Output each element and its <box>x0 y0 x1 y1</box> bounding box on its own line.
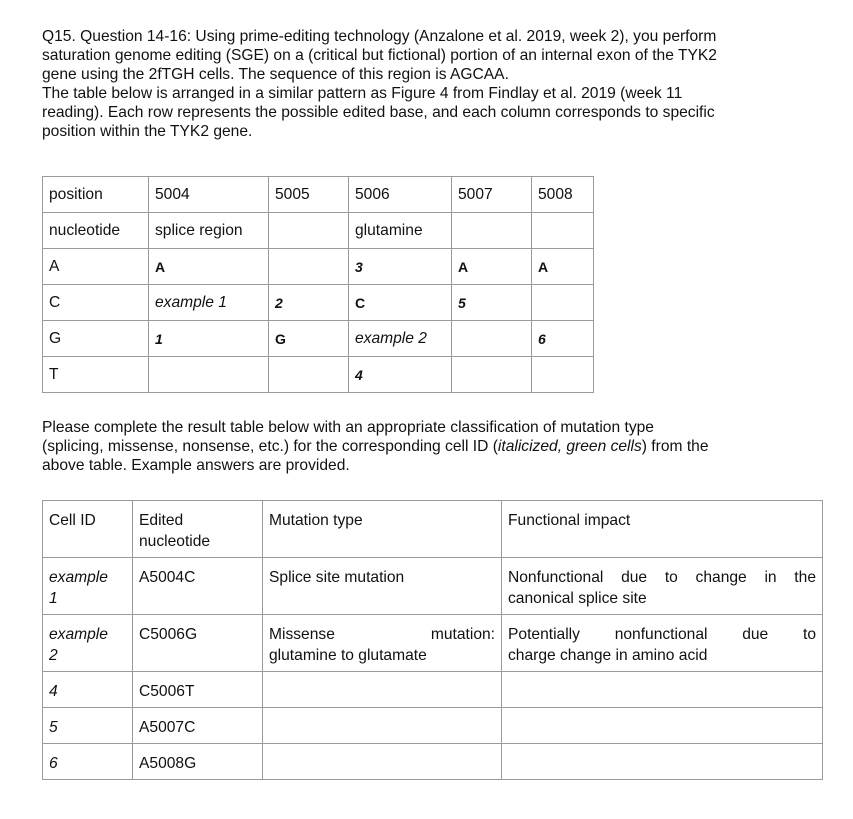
result-row-example-1 <box>43 558 823 615</box>
grid-cell <box>532 285 594 321</box>
cell-id-line-1: example <box>49 569 108 586</box>
grid-cell: example 2 <box>349 321 452 357</box>
intro-line-2: saturation genome editing (SGE) on a (critical but fictional) portion of an internal exon of the TYK2 <box>42 47 717 64</box>
grid-cell: 6 <box>532 321 594 357</box>
edited-nucleotide: C5006G <box>133 615 263 672</box>
instr-line-1: Please complete the result table below with an appropriate classification of mutation type <box>42 419 654 436</box>
instr-line-3: above table. Example answers are provided. <box>42 457 350 474</box>
mutation-type <box>263 615 502 672</box>
grid-cell <box>149 357 269 393</box>
grid-cell: example 1 <box>149 285 269 321</box>
cell-id <box>43 615 133 672</box>
impact-line-2: canonical splice site <box>508 590 647 607</box>
grid-base-label: T <box>43 357 149 393</box>
grid-cell <box>452 213 532 249</box>
result-row-4 <box>43 672 823 708</box>
header-edited-nucleotide <box>133 501 263 558</box>
grid-cell: splice region <box>149 213 269 249</box>
mutation-type-line-1: Missense mutation: <box>269 626 495 643</box>
grid-cell: G <box>269 321 349 357</box>
cell-id: 4 <box>43 672 133 708</box>
grid-cell: 3 <box>349 249 452 285</box>
grid-cell: 2 <box>269 285 349 321</box>
header-functional-impact: Functional impact <box>502 501 823 558</box>
edited-nucleotide: C5006T <box>133 672 263 708</box>
instructions-text <box>42 418 825 475</box>
mutation-type-empty[interactable] <box>263 672 502 708</box>
grid-cell: nucleotide <box>43 213 149 249</box>
grid-row-t <box>43 357 594 393</box>
edited-nucleotide: A5004C <box>133 558 263 615</box>
grid-cell: glutamine <box>349 213 452 249</box>
intro-line-3: gene using the 2fTGH cells. The sequence of this region is AGCAA. <box>42 66 509 83</box>
grid-header-cell: 5005 <box>269 177 349 213</box>
functional-impact-empty[interactable] <box>502 672 823 708</box>
grid-cell: A <box>532 249 594 285</box>
editing-grid-table <box>42 176 594 393</box>
grid-cell: A <box>452 249 532 285</box>
impact-line-1: Potentially nonfunctional due to <box>508 626 816 643</box>
intro-line-4: The table below is arranged in a similar pattern as Figure 4 from Findlay et al. 2019 (week 11 <box>42 85 683 102</box>
grid-cell: C <box>349 285 452 321</box>
header-mutation-type: Mutation type <box>263 501 502 558</box>
result-header-row <box>43 501 823 558</box>
grid-base-label: C <box>43 285 149 321</box>
grid-cell: A <box>149 249 269 285</box>
intro-line-1: Q15. Question 14-16: Using prime-editing technology (Anzalone et al. 2019, week 2), you perform <box>42 28 717 45</box>
grid-cell <box>532 213 594 249</box>
grid-cell: 1 <box>149 321 269 357</box>
cell-id <box>43 558 133 615</box>
grid-cell <box>269 213 349 249</box>
grid-row-a <box>43 249 594 285</box>
impact-line-2: charge change in amino acid <box>508 647 708 664</box>
cell-id-line-2: 1 <box>49 590 58 607</box>
mutation-type-empty[interactable] <box>263 744 502 780</box>
intro-line-5: reading). Each row represents the possible edited base, and each column corresponds to specific <box>42 104 715 121</box>
instr-line-2a: (splicing, missense, nonsense, etc.) for the corresponding cell ID ( <box>42 438 498 455</box>
functional-impact-empty[interactable] <box>502 744 823 780</box>
mutation-type-empty[interactable] <box>263 708 502 744</box>
grid-base-label: G <box>43 321 149 357</box>
grid-cell <box>269 249 349 285</box>
grid-cell <box>532 357 594 393</box>
grid-header-cell: position <box>43 177 149 213</box>
functional-impact-empty[interactable] <box>502 708 823 744</box>
grid-cell <box>452 321 532 357</box>
result-row-5 <box>43 708 823 744</box>
question-intro-text <box>42 27 825 141</box>
edited-nucleotide: A5007C <box>133 708 263 744</box>
grid-nucleotide-row <box>43 213 594 249</box>
result-table <box>42 500 823 780</box>
grid-row-g <box>43 321 594 357</box>
mutation-type-line-2: glutamine to glutamate <box>269 647 427 664</box>
grid-row-c <box>43 285 594 321</box>
grid-header-cell: 5008 <box>532 177 594 213</box>
grid-position-row <box>43 177 594 213</box>
header-edited-line-2: nucleotide <box>139 533 211 550</box>
functional-impact <box>502 615 823 672</box>
functional-impact <box>502 558 823 615</box>
instr-line-2b: ) from the <box>641 438 709 455</box>
instr-line-2-italic: italicized, green cells <box>497 438 642 455</box>
result-row-6 <box>43 744 823 780</box>
header-edited-line-1: Edited <box>139 512 184 529</box>
grid-header-cell: 5007 <box>452 177 532 213</box>
edited-nucleotide: A5008G <box>133 744 263 780</box>
impact-line-1: Nonfunctional due to change in the <box>508 569 816 586</box>
cell-id-line-2: 2 <box>49 647 58 664</box>
grid-cell: 4 <box>349 357 452 393</box>
result-row-example-2 <box>43 615 823 672</box>
grid-header-cell: 5004 <box>149 177 269 213</box>
header-cell-id: Cell ID <box>43 501 133 558</box>
grid-cell: 5 <box>452 285 532 321</box>
cell-id: 5 <box>43 708 133 744</box>
cell-id-line-1: example <box>49 626 108 643</box>
grid-cell <box>269 357 349 393</box>
mutation-type: Splice site mutation <box>263 558 502 615</box>
grid-header-cell: 5006 <box>349 177 452 213</box>
cell-id: 6 <box>43 744 133 780</box>
grid-cell <box>452 357 532 393</box>
intro-line-6: position within the TYK2 gene. <box>42 123 253 140</box>
grid-base-label: A <box>43 249 149 285</box>
